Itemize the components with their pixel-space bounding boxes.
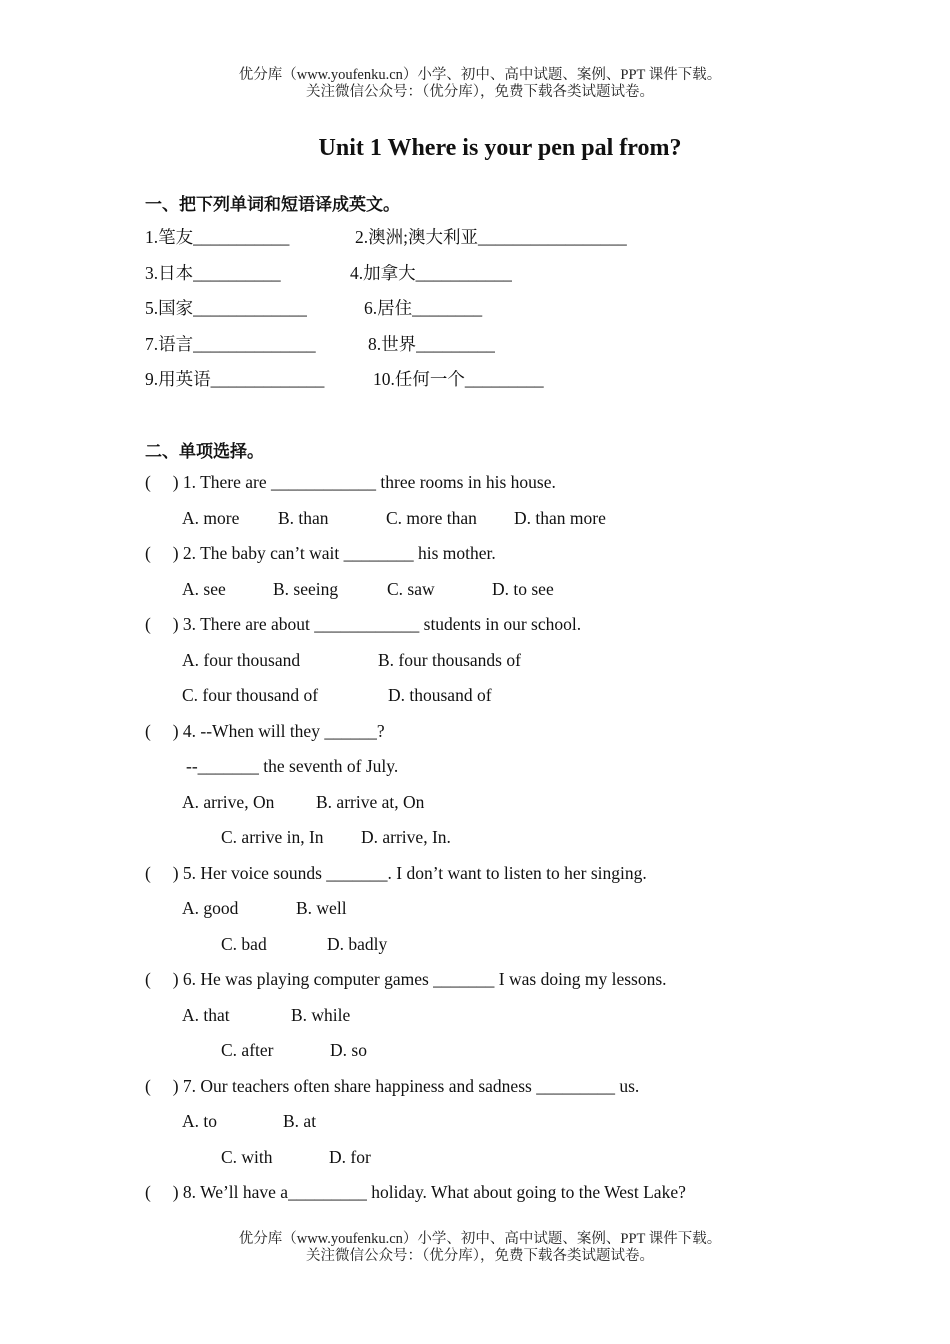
q6-option-c: C. after [221,1040,274,1060]
header-line-2: 关注微信公众号：（优分库），免费下载各类试题试卷。 [306,84,654,100]
vocab-item-9: 9.用英语_____________ [145,369,325,389]
section-2-heading: 二、单项选择。 [145,442,264,461]
vocab-item-8: 8.世界_________ [368,334,495,354]
q6-option-a: A. that [182,1005,230,1025]
q4-option-a: A. arrive, On [182,792,275,812]
question-5: ( ) 5. Her voice sounds _______. I don’t want to listen to her singing. [145,863,647,883]
q4-option-b: B. arrive at, On [316,792,425,812]
q6-option-b: B. while [291,1005,351,1025]
footer-line-2: 关注微信公众号：（优分库），免费下载各类试题试卷。 [306,1248,654,1264]
q5-option-b: B. well [296,898,347,918]
vocab-item-6: 6.居住________ [364,298,483,318]
header-line-1: 优分库（www.youfenku.cn）小学、初中、高中试题、案例、PPT 课件下载。 [238,67,722,83]
q1-option-d: D. than more [514,508,606,528]
q2-option-c: C. saw [387,579,435,599]
q7-option-c: C. with [221,1147,273,1167]
vocab-item-10: 10.任何一个_________ [373,369,544,389]
q2-option-a: A. see [182,579,226,599]
page-header [0,67,950,101]
q4-option-d: D. arrive, In. [361,827,451,847]
q1-option-b: B. than [278,508,329,528]
question-3: ( ) 3. There are about ____________ students in our school. [145,614,582,634]
q3-option-c: C. four thousand of [182,685,319,705]
question-6: ( ) 6. He was playing computer games _______ I was doing my lessons. [145,969,667,989]
q3-option-d: D. thousand of [388,685,492,705]
question-8: ( ) 8. We’ll have a_________ holiday. What about going to the West Lake? [145,1182,686,1202]
page-footer [0,1231,950,1265]
vocab-item-4: 4.加拿大___________ [350,263,512,283]
vocab-item-1: 1.笔友___________ [145,227,290,247]
vocab-item-7: 7.语言______________ [145,334,316,354]
vocab-item-5: 5.国家_____________ [145,298,307,318]
vocab-item-3: 3.日本__________ [145,263,281,283]
question-1: ( ) 1. There are ____________ three rooms in his house. [145,472,556,492]
page-title: Unit 1 Where is your pen pal from? [318,135,682,161]
q5-option-a: A. good [182,898,239,918]
footer-line-1: 优分库（www.youfenku.cn）小学、初中、高中试题、案例、PPT 课件下载。 [238,1231,722,1247]
vocab-item-2: 2.澳洲;澳大利亚_________________ [355,227,627,247]
q7-option-d: D. for [329,1147,371,1167]
q4-answer-line: --_______ the seventh of July. [186,756,399,776]
q7-option-a: A. to [182,1111,217,1131]
question-7: ( ) 7. Our teachers often share happiness and sadness _________ us. [145,1076,640,1096]
section-1-heading: 一、把下列单词和短语译成英文。 [145,195,400,214]
q2-option-b: B. seeing [273,579,339,599]
q1-option-a: A. more [182,508,240,528]
q4-option-c: C. arrive in, In [221,827,324,847]
q7-option-b: B. at [283,1111,317,1131]
q2-option-d: D. to see [492,579,554,599]
question-2: ( ) 2. The baby can’t wait ________ his mother. [145,543,496,563]
q3-option-a: A. four thousand [182,650,301,670]
q3-option-b: B. four thousands of [378,650,521,670]
q6-option-d: D. so [330,1040,367,1060]
q5-option-d: D. badly [327,934,388,954]
question-4: ( ) 4. --When will they ______? [145,721,385,741]
q5-option-c: C. bad [221,934,267,954]
q1-option-c: C. more than [386,508,477,528]
